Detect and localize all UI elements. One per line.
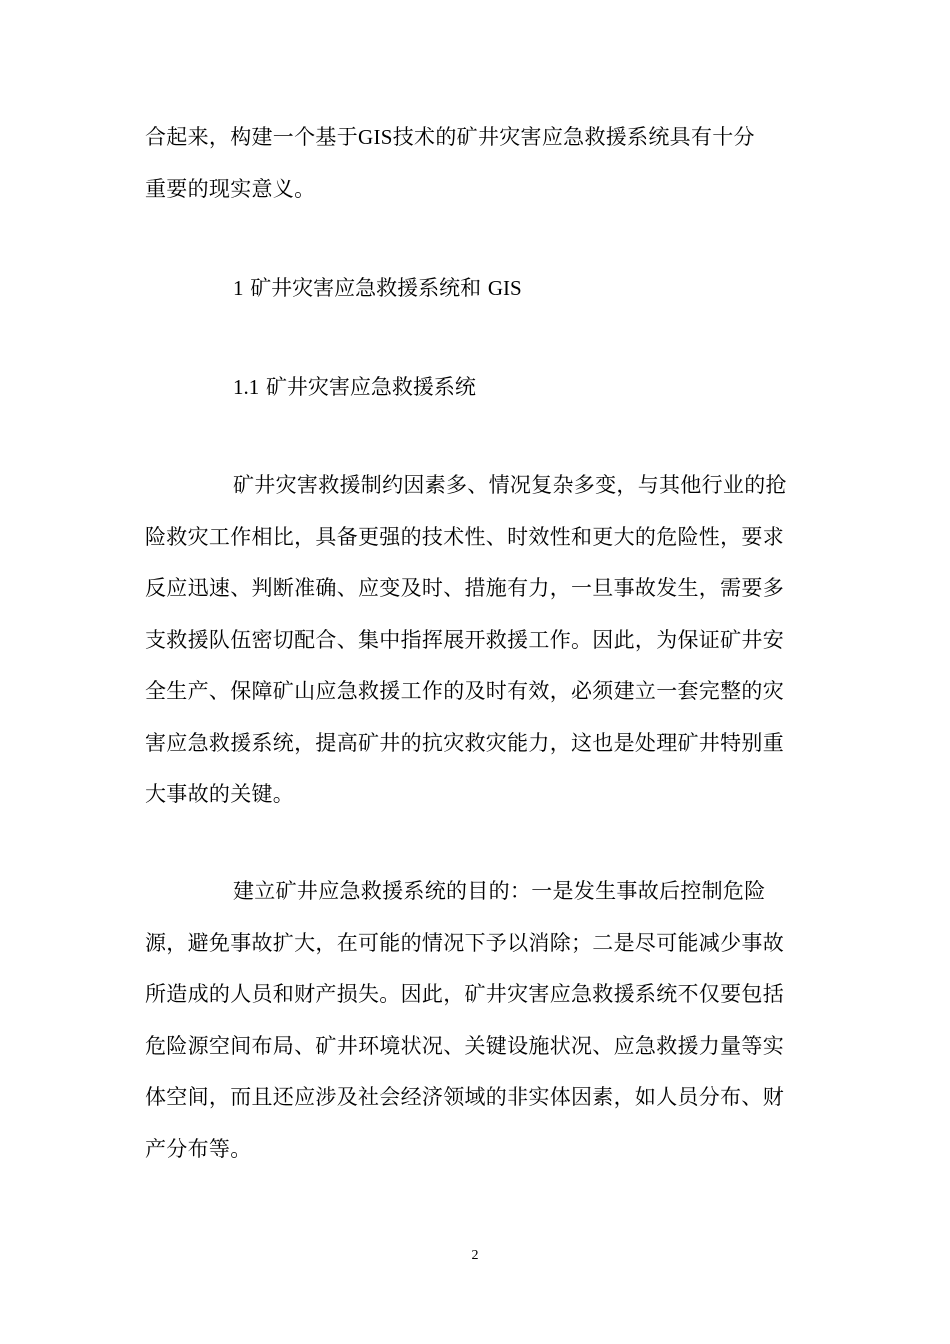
body-paragraph-1: 矿井灾害救援制约因素多、情况复杂多变，与其他行业的抢险救灾工作相比，具备更强的技术性、时效性和更大的危险性，要求反应迅速、判断准确、应变及时、措施有力，一旦事故发生，需要多支救援队伍密切配合、集中指挥展开救援工作。因此，为保证矿井安全生产、保障矿山应急救援工作的及时有效，必须建立一套完整的灾害应急救援系统，提高矿井的抗灾救灾能力，这也是处理矿井特别重大事故的关键。 [145,473,787,806]
page-number: 2 [471,1248,479,1263]
heading-number: 1.1 [233,375,260,399]
section-heading-1: 1 矿井灾害应急救援系统和 GIS [233,276,522,300]
gis-term: GIS [358,125,393,149]
body-paragraph-2: 建立矿井应急救援系统的目的：一是发生事故后控制危险源，避免事故扩大，在可能的情况下予以消除；二是尽可能减少事故所造成的人员和财产损失。因此，矿井灾害应急救援系统不仅要包括危险源空间布局、矿井环境状况、关键设施状况、应急救援力量等实体空间，而且还应涉及社会经济领域的非实体因素，如人员分布、财产分布等。 [145,879,784,1161]
continuation-line-2: 重要的现实意义。 [145,176,316,201]
continuation-paragraph [145,112,795,215]
continuation-line-1: 合起来，构建一个基于GIS技术的矿井灾害应急救援系统具有十分 [145,125,755,149]
heading-number: 1 [233,276,244,300]
section-heading-1-1: 1.1 矿井灾害应急救援系统 [233,375,476,399]
gis-term: GIS [487,276,522,300]
